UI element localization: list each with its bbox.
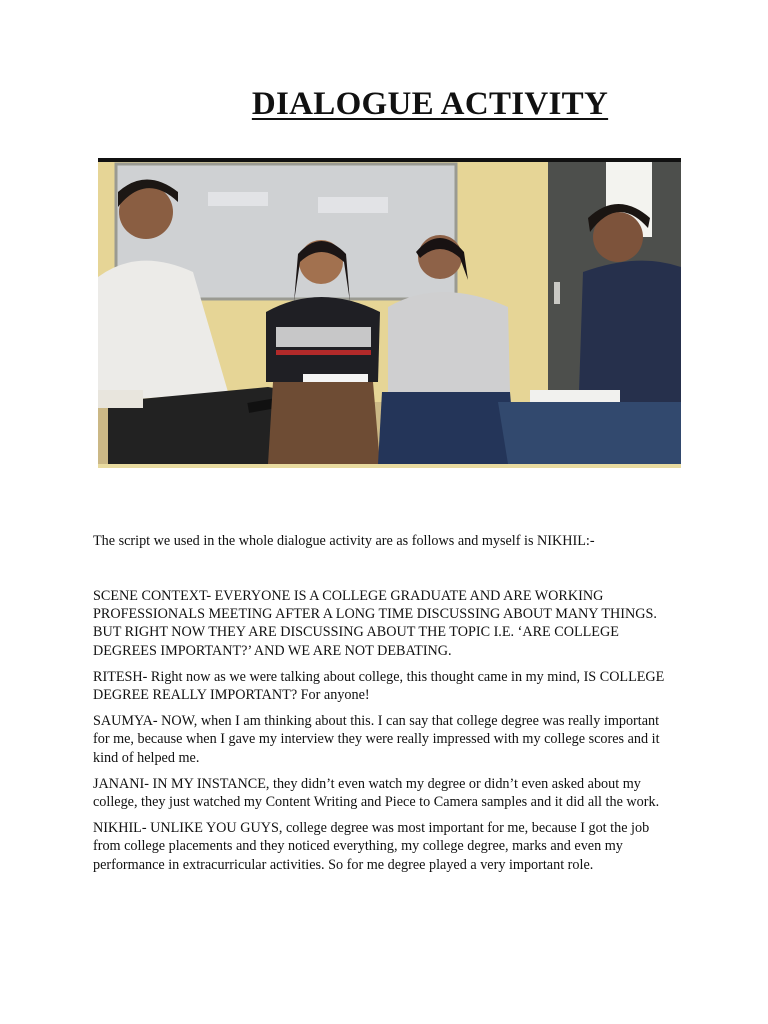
dialogue-line: JANANI- IN MY INSTANCE, they didn’t even watch my degree or didn’t even asked about my college, they just watched my Content Writing and Piece to Camera samples and it did all the work. (93, 775, 660, 811)
photo-illustration (98, 162, 681, 464)
scene-context-paragraph: SCENE CONTEXT- EVERYONE IS A COLLEGE GRADUATE AND ARE WORKING PROFESSIONALS MEETING AFTER A LONG TIME DISCUSSING ABOUT MANY THINGS. BUT RIGHT NOW THEY ARE DISCUSSING ABOUT THE TOPIC I.E. ‘ARE COLLEGE DEGREES IMPORTANT?’ AND WE ARE NOT DEBATING. (93, 588, 657, 659)
page-title: DIALOGUE ACTIVITY (251, 86, 609, 122)
dialogue-line: NIKHIL- UNLIKE YOU GUYS, college degree was most important for me, because I got the job from college placements and they noticed everything, my college degree, marks and even my performance in extracurricular activities. So for me degree played a very important role. (93, 820, 650, 873)
intro-text: The script we used in the whole dialogue activity are as follows and myself is NIKHIL:- (93, 533, 595, 549)
group-photo (98, 158, 681, 468)
dialogue-line: SAUMYA- NOW, when I am thinking about this. I can say that college degree was really important for me, because when I gave my interview they were really impressed with my college scores and it kind of helped me. (93, 713, 660, 766)
scene-context (93, 587, 677, 882)
dialogue-line: RITESH- Right now as we were talking about college, this thought came in my mind, IS COLLEGE DEGREE REALLY IMPORTANT? For anyone! (93, 668, 665, 704)
